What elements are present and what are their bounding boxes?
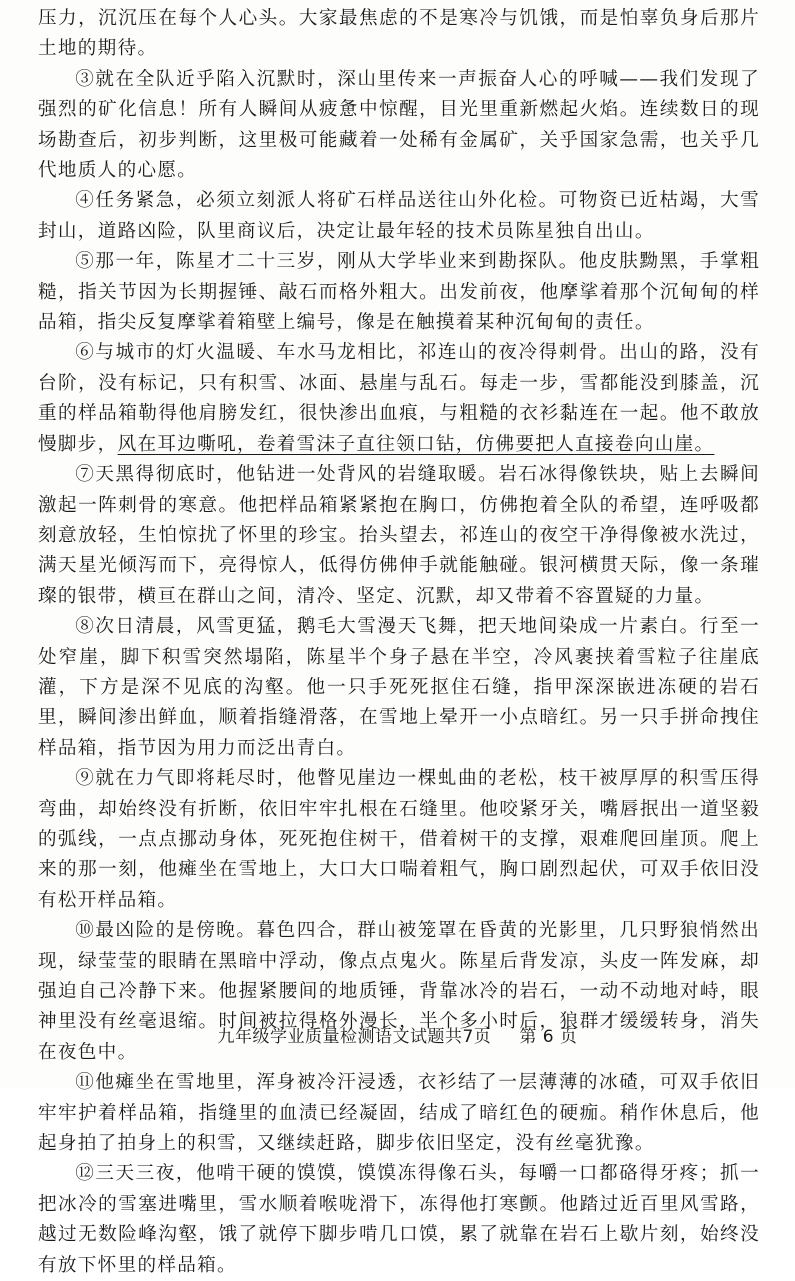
paragraph-10: ⑩最凶险的是傍晚。暮色四合，群山被笼罩在昏黄的光影里，几只野狼悄然出现，绿莹莹的眼睛在黑暗中浮动，像点点鬼火。陈星后背发凉，头皮一阵发麻，却强迫自己冷静下来。他握紧腰间的地质锤，背靠冰冷的岩石，一动不动地对峙，眼神里没有丝毫退缩。时间被拉得格外漫长，半个多小时后，狼群才缓缓转身，消失在夜色中。 [38, 920, 760, 1063]
paragraph-9: ⑨就在力气即将耗尽时，他瞥见崖边一棵虬曲的老松，枝干被厚厚的积雪压得弯曲，却始终没有折断，依旧牢牢扎根在石缝里。他咬紧牙关，嘴唇抿出一道坚毅的弧线，一点点挪动身体，死死抱住树干，借着树干的支撑，艰难爬回崖顶。爬上来的那一刻，他瘫坐在雪地上，大口大口喘着粗气，胸口剧烈起伏，可双手依旧没有松开样品箱。 [38, 768, 760, 911]
paragraph-continuation: 压力，沉沉压在每个人心头。大家最焦虑的不是寒冷与饥饿，而是怕辜负身后那片土地的期待。 [38, 8, 760, 60]
page-number: 第 6 页 [519, 1027, 578, 1047]
underlined-sentence: 风在耳边嘶吼，卷着雪沫子直往领口钻，仿佛要把人直接卷向山崖。 [117, 433, 715, 455]
paragraph-4: ④任务紧急，必须立刻派人将矿石样品送往山外化检。可物资已近枯竭，大雪封山，道路凶险，队里商议后，决定让最年轻的技术员陈星独自出山。 [38, 190, 760, 242]
paragraph-7: ⑦天黑得彻底时，他钻进一处背风的岩缝取暖。岩石冰得像铁块，贴上去瞬间激起一阵刺骨的寒意。他把样品箱紧紧抱在胸口，仿佛抱着全队的希望，连呼吸都刻意放轻，生怕惊扰了怀里的珍宝。抬头望去，祁连山的夜空干净得像被水洗过，满天星光倾泻而下，亮得惊人，低得仿佛伸手就能触碰。银河横贯天际，像一条璀璨的银带，横亘在群山之间，清冷、坚定、沉默，却又带着不容置疑的力量。 [38, 464, 760, 607]
exam-title: 九年级学业质量检测语文试题共7页 [217, 1027, 492, 1047]
paragraph-3: ③就在全队近乎陷入沉默时，深山里传来一声振奋人心的呼喊——我们发现了强烈的矿化信息！所有人瞬间从疲惫中惊醒，目光里重新燃起火焰。连续数日的现场勘查后，初步判断，这里极可能藏着一处稀有金属矿，关乎国家急需，也关乎几代地质人的心愿。 [38, 68, 760, 182]
reading-passage [38, 4, 760, 1281]
paragraph-8: ⑧次日清晨，风雪更猛，鹅毛大雪漫天飞舞，把天地间染成一片素白。行至一处窄崖，脚下积雪突然塌陷，陈星半个身子悬在半空，冷风裹挟着雪粒子往崖底灌，下方是深不见底的沟壑。他一只手死死抠住石缝，指甲深深嵌进冻硬的岩石里，瞬间渗出鲜血，顺着指缝滑落，在雪地上晕开一小点暗红。另一只手拼命拽住样品箱，指节因为用力而泛出青白。 [38, 616, 760, 759]
page-footer [0, 1022, 795, 1047]
paragraph-6 [38, 338, 760, 460]
paragraph-5: ⑤那一年，陈星才二十三岁，刚从大学毕业来到勘探队。他皮肤黝黑，手掌粗糙，指关节因为长期握锤、敲石而格外粗大。出发前夜，他摩挲着那个沉甸甸的样品箱，指尖反复摩挲着箱壁上编号，像是在触摸着某种沉甸甸的责任。 [38, 251, 760, 334]
paragraph-12: ⑫三天三夜，他啃干硬的馍馍，馍馍冻得像石头，每嚼一口都硌得牙疼；抓一把冰冷的雪塞进嘴里，雪水顺着喉咙滑下，冻得他打寒颤。他踏过近百里风雪路，越过无数险峰沟壑，饿了就停下脚步啃几口馍，累了就靠在岩石上歇片刻，始终没有放下怀里的样品箱。 [38, 1163, 760, 1276]
paragraph-6-text: ⑥与城市的灯火温暖、车水马龙相比，祁连山的夜冷得刺骨。出山的路，没有台阶，没有标记，只有积雪、冰面、悬崖与乱石。每走一步，雪都能没到膝盖，沉重的样品箱勒得他肩膀发红，很快渗出血痕，与粗糙的衣衫黏连在一起。他不敢放慢脚步， [38, 342, 760, 455]
paragraph-11: ⑪他瘫坐在雪地里，浑身被冷汗浸透，衣衫结了一层薄薄的冰碴，可双手依旧牢牢护着样品箱，指缝里的血渍已经凝固，结成了暗红色的硬痂。稍作休息后，他起身拍了拍身上的积雪，又继续赶路，脚步依旧坚定，没有丝毫犹豫。 [38, 1072, 760, 1155]
